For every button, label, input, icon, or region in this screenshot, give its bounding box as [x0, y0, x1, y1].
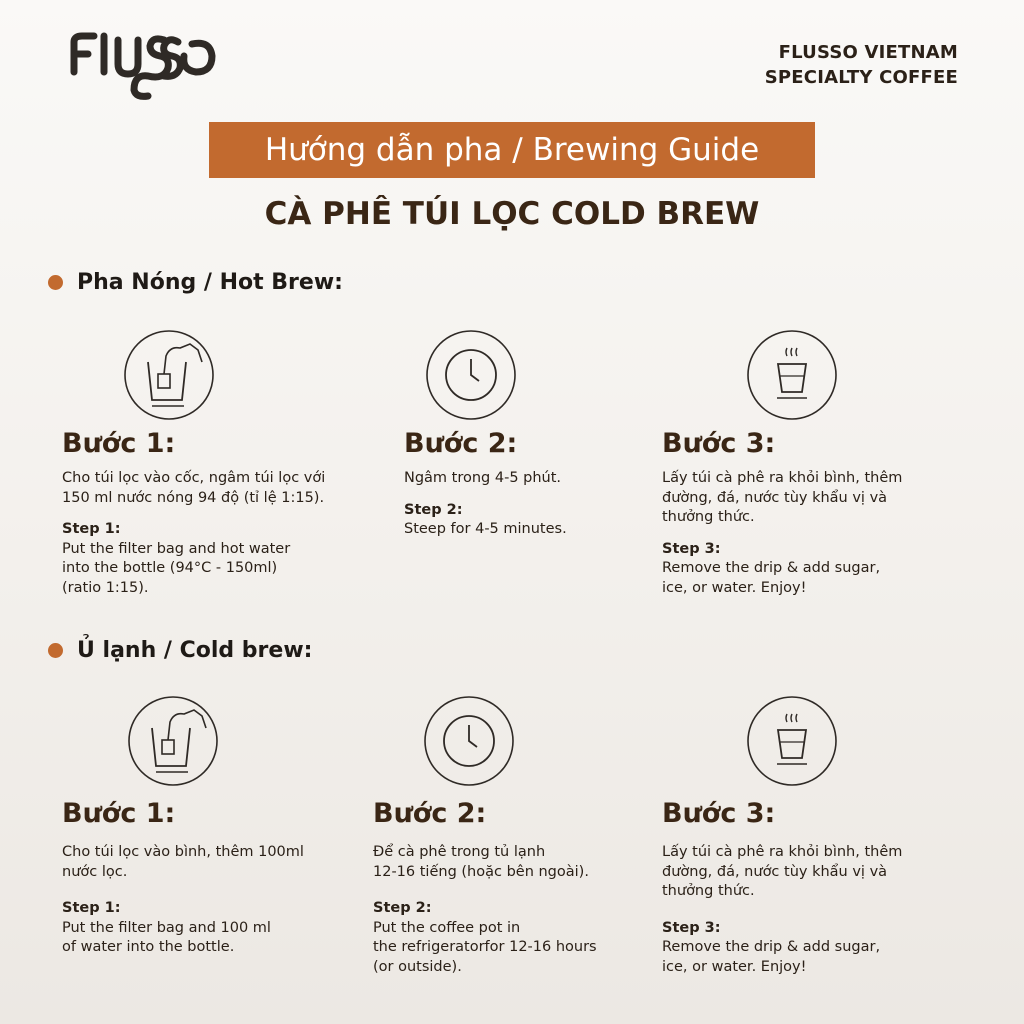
hot-step-3	[662, 428, 962, 598]
brand-name	[765, 40, 958, 90]
text-line: into the bottle (94°C - 150ml)	[62, 560, 278, 576]
text-line: (or outside).	[373, 958, 462, 975]
step-vi-text	[373, 843, 643, 882]
text-line: Put the filter bag and hot water	[62, 540, 291, 557]
step-en-label: Step 1:	[62, 900, 121, 916]
text-line: 12-16 tiếng (hoặc bên ngoài).	[373, 863, 589, 880]
text-line: đường, đá, nước tùy khẩu vị và	[662, 863, 888, 880]
step-en-text	[662, 938, 962, 977]
step-vi-text	[62, 843, 362, 882]
bullet-dot	[48, 643, 63, 658]
brand-line-1: FLUSSO VIETNAM	[778, 42, 958, 63]
filter-bag-cup-icon	[126, 694, 220, 788]
hot-cup-icon	[745, 328, 839, 422]
page-title: CÀ PHÊ TÚI LỌC COLD BREW	[264, 196, 760, 232]
step-en-label: Step 2:	[404, 501, 463, 518]
step-title: Bước 2:	[404, 428, 518, 459]
text-line: thưởng thức.	[662, 883, 755, 899]
text-line: đường, đá, nước tùy khẩu vị và	[662, 489, 888, 506]
step-en-label: Step 2:	[373, 900, 432, 916]
text-line: Lấy túi cà phê ra khỏi bình, thêm	[662, 844, 903, 860]
section-title: Pha Nóng / Hot Brew:	[77, 270, 343, 295]
step-vi-text	[662, 469, 962, 528]
step-title: Bước 1:	[62, 798, 176, 829]
step-title: Bước 1:	[62, 428, 176, 459]
step-en-text	[662, 559, 962, 598]
cold-step-1	[62, 798, 362, 958]
text-line: Để cà phê trong tủ lạnh	[373, 844, 546, 860]
step-en-label: Step 3:	[662, 919, 721, 936]
text-line: thưởng thức.	[662, 509, 755, 525]
logo-text	[218, 26, 219, 27]
flusso-logo	[64, 26, 218, 100]
cold-step-2	[373, 798, 643, 977]
section-title: Ủ lạnh / Cold brew:	[77, 638, 313, 663]
hot-step-1	[62, 428, 382, 598]
hot-step-2	[404, 428, 644, 540]
section-cold-brew	[48, 638, 312, 663]
filter-bag-cup-icon	[122, 328, 216, 422]
step-title: Bước 3:	[662, 428, 776, 459]
brand-line-2: SPECIALTY COFFEE	[764, 67, 958, 88]
text-line: ice, or water. Enjoy!	[662, 579, 807, 596]
section-hot-brew	[48, 270, 343, 295]
step-en-text	[373, 919, 643, 978]
step-en-text	[62, 540, 382, 599]
text-line: nước lọc.	[62, 863, 128, 880]
flusso-logo-mark	[64, 26, 218, 100]
step-en-text	[62, 919, 362, 958]
step-title: Bước 3:	[662, 798, 776, 829]
clock-icon	[424, 328, 518, 422]
text-line: Put the filter bag and 100 ml	[62, 919, 271, 936]
text-line: Ngâm trong 4-5 phút.	[404, 470, 562, 486]
text-line: the refrigeratorfor 12-16 hours	[373, 939, 597, 955]
clock-icon	[422, 694, 516, 788]
step-en-label: Step 1:	[62, 521, 121, 537]
text-line: of water into the bottle.	[62, 939, 235, 955]
step-vi-text	[62, 469, 382, 508]
step-en-label: Step 3:	[662, 540, 721, 557]
text-line: Steep for 4-5 minutes.	[404, 521, 567, 537]
cold-step-3	[662, 798, 962, 977]
text-line: Cho túi lọc vào cốc, ngâm túi lọc với	[62, 470, 326, 486]
text-line: (ratio 1:15).	[62, 579, 149, 596]
bullet-dot	[48, 275, 63, 290]
guide-banner: Hướng dẫn pha / Brewing Guide	[209, 122, 815, 178]
text-line: Remove the drip & add sugar,	[662, 560, 881, 576]
hot-cup-icon	[745, 694, 839, 788]
step-vi-text	[404, 469, 644, 489]
text-line: Cho túi lọc vào bình, thêm 100ml	[62, 844, 304, 860]
step-en-text	[404, 520, 644, 540]
text-line: Remove the drip & add sugar,	[662, 939, 881, 955]
step-vi-text	[662, 843, 962, 902]
text-line: Lấy túi cà phê ra khỏi bình, thêm	[662, 470, 903, 486]
text-line: ice, or water. Enjoy!	[662, 958, 807, 975]
step-title: Bước 2:	[373, 798, 487, 829]
text-line: 150 ml nước nóng 94 độ (tỉ lệ 1:15).	[62, 489, 325, 506]
text-line: Put the coffee pot in	[373, 919, 521, 936]
